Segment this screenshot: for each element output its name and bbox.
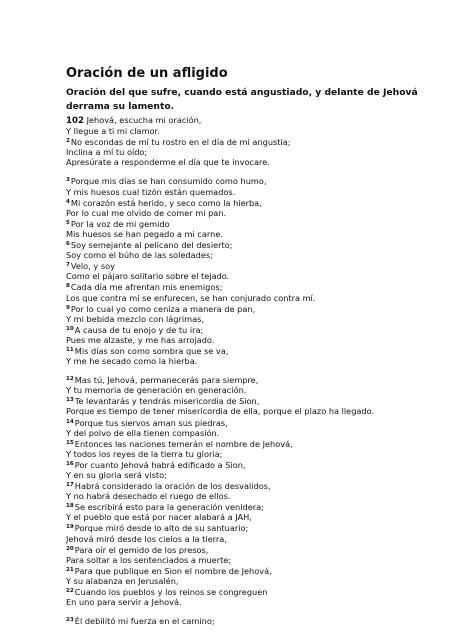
verse-line bbox=[66, 544, 436, 555]
verse-text: Y mi bebida mezclo con lágrimas, bbox=[66, 313, 204, 324]
verse-text: Porque miró desde lo alto de su santuario; bbox=[74, 523, 249, 534]
verse-text: Para que publique en Sion el nombre de Jehová, bbox=[74, 565, 272, 576]
verse-line bbox=[66, 314, 436, 324]
verse-line bbox=[66, 250, 436, 260]
verse-number: 15 bbox=[66, 439, 74, 446]
verse-text: Mi corazón está herido, y seco como la hierba, bbox=[70, 197, 262, 208]
verse-line bbox=[66, 303, 436, 314]
stanza bbox=[66, 374, 436, 607]
verse-text: Mas tú, Jehová, permanecerás para siempre, bbox=[74, 375, 259, 386]
verse-text: Cuando los pueblos y los reinos se congreguen bbox=[74, 587, 268, 598]
stanza bbox=[66, 115, 436, 167]
verse-number: 2 bbox=[66, 138, 70, 145]
verse-text: Por lo cual me olvido de comer mi pan. bbox=[66, 207, 227, 218]
verse-text: Y no habrá desechado el ruego de ellos. bbox=[66, 491, 231, 502]
verse-line bbox=[66, 501, 436, 512]
verse-number: 21 bbox=[66, 566, 74, 573]
verse-text: Y el pueblo que está por nacer alabará a JAH, bbox=[66, 512, 252, 523]
verse-line bbox=[66, 271, 436, 281]
verse-text: Por la voz de mi gemido bbox=[70, 218, 170, 229]
verse-text: Y en su gloria será visto; bbox=[66, 470, 167, 480]
verse-line bbox=[66, 229, 436, 239]
verse-line bbox=[66, 293, 436, 303]
verse-line bbox=[66, 136, 436, 147]
verse-line bbox=[66, 147, 436, 157]
verse-text: Entonces las naciones temerán el nombre de Jehová, bbox=[74, 438, 293, 449]
verse-number: 18 bbox=[66, 503, 74, 510]
psalm-text bbox=[66, 115, 436, 634]
verse-line bbox=[66, 374, 436, 385]
verse-line bbox=[66, 615, 436, 626]
verse-text: Como el pájaro solitario sobre el tejado. bbox=[66, 271, 230, 282]
verse-line bbox=[66, 356, 436, 366]
verse-number: 8 bbox=[66, 283, 70, 290]
verse-line bbox=[66, 157, 436, 167]
verse-text: Pues me alzaste, y me has arrojado. bbox=[66, 334, 215, 345]
verse-number: 6 bbox=[66, 241, 70, 248]
verse-number: 4 bbox=[66, 198, 70, 205]
verse-number: 12 bbox=[66, 376, 74, 383]
page-title: Oración de un afligido bbox=[66, 66, 228, 81]
chapter-number: 102 bbox=[66, 116, 84, 126]
verse-line bbox=[66, 555, 436, 565]
verse-number: 23 bbox=[66, 617, 74, 624]
verse-text: Y tu memoria de generación en generación. bbox=[66, 385, 247, 396]
verse-text: Para oír el gemido de los presos, bbox=[74, 544, 209, 555]
verse-line bbox=[66, 491, 436, 501]
verse-line bbox=[66, 449, 436, 459]
stanza bbox=[66, 615, 436, 626]
verse-text: Él debilitó mi fuerza en el camino; bbox=[74, 616, 215, 627]
verse-number: 10 bbox=[66, 325, 74, 332]
verse-line bbox=[66, 480, 436, 491]
verse-line bbox=[66, 428, 436, 438]
verse-number: 17 bbox=[66, 482, 74, 489]
verse-text: Soy semejante al pelícano del desierto; bbox=[70, 240, 233, 251]
verse-line bbox=[66, 218, 436, 229]
verse-text: Soy como el búho de las soledades; bbox=[66, 250, 213, 261]
verse-line bbox=[66, 438, 436, 449]
verse-line bbox=[66, 208, 436, 218]
verse-line bbox=[66, 522, 436, 533]
verse-text: Apresúrate a responderme el día que te invocare. bbox=[66, 157, 270, 168]
verse-line bbox=[66, 406, 436, 416]
verse-text: A causa de tu enojo y de tu ira; bbox=[74, 324, 204, 335]
verse-number: 22 bbox=[66, 588, 74, 595]
verse-line bbox=[66, 459, 436, 470]
verse-number: 11 bbox=[66, 346, 74, 353]
verse-number: 5 bbox=[66, 219, 70, 226]
verse-line bbox=[66, 385, 436, 395]
verse-line bbox=[66, 576, 436, 586]
stanza bbox=[66, 175, 436, 366]
verse-text: Los que contra mí se enfurecen, se han conjurado contra mí. bbox=[66, 292, 316, 303]
verse-number: 3 bbox=[66, 177, 70, 184]
verse-line bbox=[66, 470, 436, 480]
verse-text: Jehová, escucha mi oración, bbox=[86, 115, 202, 125]
verse-text: Porque tus siervos aman sus piedras, bbox=[74, 417, 228, 428]
verse-text: Mis huesos se han pegado a mi carne. bbox=[66, 228, 223, 239]
verse-text: Y su alabanza en Jerusalén, bbox=[66, 575, 179, 586]
verse-line bbox=[66, 281, 436, 292]
verse-text: Y me he secado como la hierba. bbox=[66, 356, 198, 367]
verse-line bbox=[66, 335, 436, 345]
verse-line bbox=[66, 417, 436, 428]
verse-line bbox=[66, 512, 436, 522]
verse-text: Mis días son como sombra que se va, bbox=[74, 345, 229, 356]
verse-line bbox=[66, 197, 436, 208]
verse-number: 13 bbox=[66, 397, 74, 404]
verse-line bbox=[66, 565, 436, 576]
verse-text: Habrá considerado la oración de los desvalidos, bbox=[74, 481, 271, 492]
verse-line bbox=[66, 345, 436, 356]
verse-number: 9 bbox=[66, 304, 70, 311]
verse-text: No escondas de mí tu rostro en el día de mi angustia; bbox=[70, 137, 291, 148]
verse-text: Se escribirá esto para la generación venidera; bbox=[74, 502, 264, 513]
verse-text: Por cuanto Jehová habrá edificado a Sion, bbox=[74, 459, 246, 470]
verse-text: Velo, y soy bbox=[70, 261, 115, 272]
psalm-superscription: Oración del que sufre, cuando está angustiado, y delante de Jehová derrama su lamento. bbox=[66, 87, 418, 112]
verse-line bbox=[66, 597, 436, 607]
verse-line bbox=[66, 260, 436, 271]
verse-text: Y mis huesos cual tizón están quemados. bbox=[66, 186, 236, 197]
verse-text: Y llegue a ti mi clamor. bbox=[66, 126, 160, 137]
verse-text: Porque es tiempo de tener misericordia de ella, porque el plazo ha llegado. bbox=[66, 406, 375, 417]
verse-line bbox=[66, 324, 436, 335]
verse-line bbox=[66, 175, 436, 186]
verse-text: Cada día me afrentan mis enemigos; bbox=[70, 282, 223, 293]
verse-line bbox=[66, 187, 436, 197]
verse-text: Y del polvo de ella tienen compasión. bbox=[66, 427, 220, 438]
verse-text: Inclina a mí tu oído; bbox=[66, 147, 148, 158]
verse-line bbox=[66, 115, 436, 126]
verse-line bbox=[66, 126, 436, 136]
verse-line bbox=[66, 239, 436, 250]
verse-text: Para soltar a los sentenciados a muerte; bbox=[66, 554, 232, 565]
verse-text: En uno para servir a Jehová. bbox=[66, 597, 182, 608]
verse-text: Y todos los reyes de la tierra tu gloria; bbox=[66, 448, 223, 459]
verse-line bbox=[66, 534, 436, 544]
verse-number: 14 bbox=[66, 418, 74, 425]
verse-number: 7 bbox=[66, 262, 70, 269]
verse-number: 20 bbox=[66, 545, 74, 552]
verse-text: Porque mis días se han consumido como humo, bbox=[70, 176, 267, 187]
verse-text: Jehová miró desde los cielos a la tierra, bbox=[66, 533, 227, 544]
verse-text: Te levantarás y tendrás misericordia de Sion, bbox=[74, 396, 260, 407]
verse-line bbox=[66, 586, 436, 597]
verse-number: 19 bbox=[66, 524, 74, 531]
verse-number: 16 bbox=[66, 460, 74, 467]
verse-text: Por lo cual yo como ceniza a manera de pan, bbox=[70, 303, 256, 314]
verse-line bbox=[66, 395, 436, 406]
